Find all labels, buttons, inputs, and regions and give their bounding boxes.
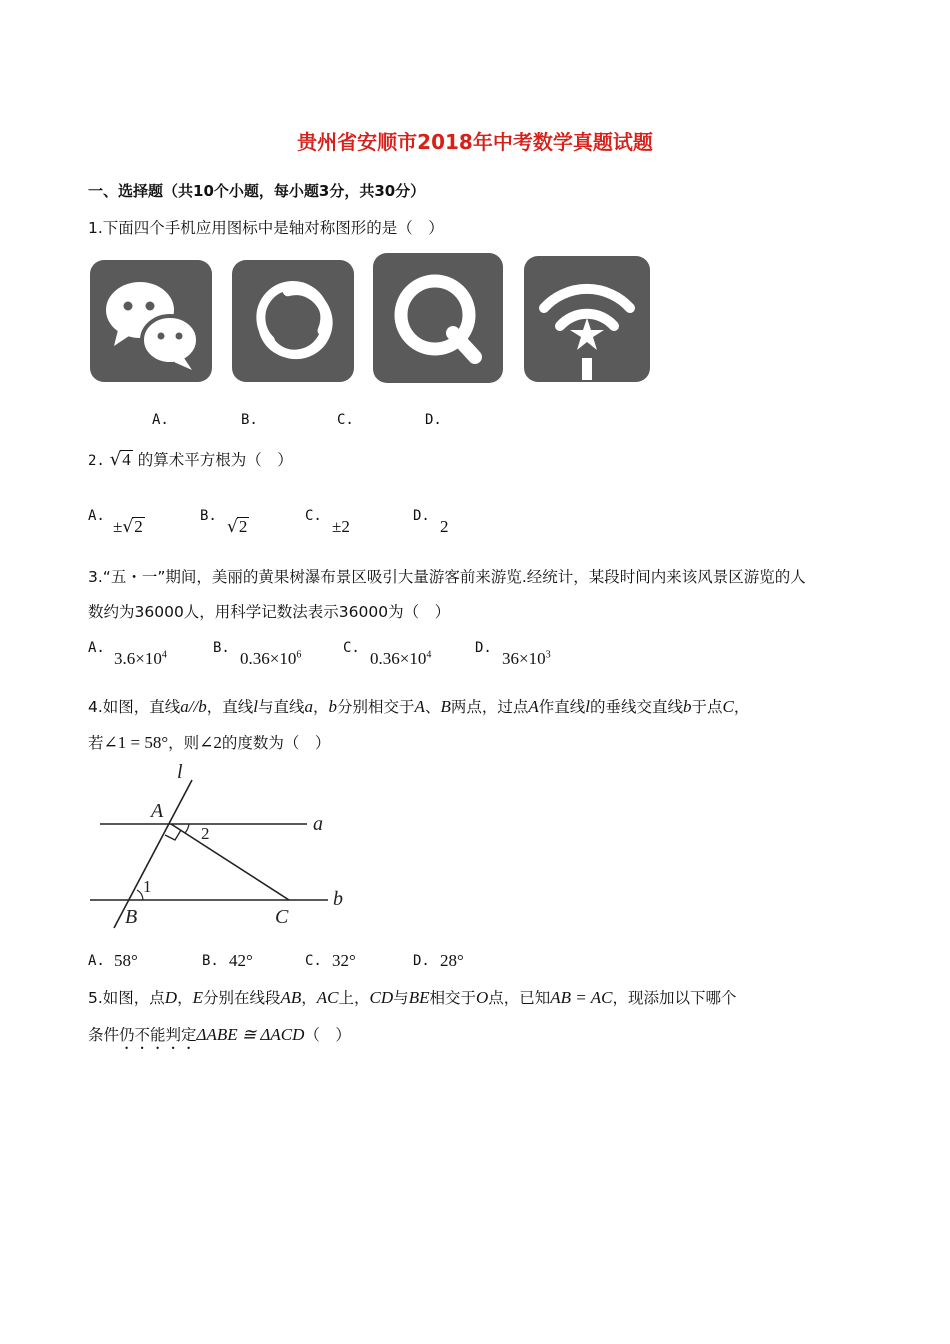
q4-option-a-value: 58°: [114, 951, 138, 970]
q2-option-d-label: D.: [413, 508, 430, 524]
q1-option-c: C.: [337, 412, 354, 428]
q3-option-b-value: $0.36\times 10^6$: [240, 649, 302, 668]
label-b: b: [333, 888, 343, 910]
q2-option-b-value: √2: [227, 517, 248, 537]
label-1: 1: [143, 877, 152, 896]
q4-option-c-label: C.: [305, 953, 322, 969]
swirl-icon: [232, 260, 354, 382]
q4-option-b-value: 42°: [229, 951, 253, 970]
q3-line1: 3.“五・一”期间，美丽的黄果树瀑布景区吸引大量游客前来游览.经统计，某段时间内来该风景区游览的人: [88, 568, 806, 586]
q2-option-a-label: A.: [88, 508, 105, 524]
wechat-icon: [90, 260, 212, 382]
page-title: 贵州省安顺市2018年中考数学真题试题: [297, 130, 653, 154]
q4-line1: 4.如图，直线a//b，直线l与直线a，b分别相交于A、B两点，过点A作直线l的垂线交直线b于点C，: [88, 697, 750, 716]
q3-line2: 数约为36000人，用科学记数法表示36000为（ ）: [88, 603, 451, 621]
section-heading: 一、选择题（共10个小题，每小题3分，共30分）: [88, 182, 426, 200]
q1-option-a: A.: [152, 412, 169, 428]
q3-option-c-label: C.: [343, 640, 360, 656]
search-q-icon: [373, 253, 503, 383]
q3-option-d-value: $36\times 10^3$: [502, 649, 551, 668]
label-C: C: [275, 906, 289, 928]
q2-option-a-value: ±√2: [113, 517, 143, 537]
q5-line2: 条件仍不能判定ΔABE ≅ ΔACD（ ）: [88, 1025, 351, 1044]
q3-option-c-value: $0.36\times 10^4$: [370, 649, 432, 668]
q2-option-c-value: ±2: [332, 517, 350, 536]
q4-line2: 若∠1 = 58°，则∠2的度数为（ ）: [88, 733, 331, 752]
q3-option-a-value: $3.6\times 10^4$: [114, 649, 167, 668]
label-a: a: [313, 813, 323, 835]
angle-2-arc: [185, 824, 189, 833]
q5-line1: 5.如图，点D，E分别在线段AB，AC上，CD与BE相交于O点，已知AB = AC，现添加以下哪个: [88, 988, 737, 1007]
label-2: 2: [201, 824, 210, 843]
wifi-star-icon: [524, 256, 650, 382]
q1-option-d: D.: [425, 412, 442, 428]
q2-option-d-value: 2: [440, 517, 449, 536]
q4-option-b-label: B.: [202, 953, 219, 969]
q4-option-a-label: A.: [88, 953, 105, 969]
q3-option-b-label: B.: [213, 640, 230, 656]
q2-option-c-label: C.: [305, 508, 322, 524]
q3-option-a-label: A.: [88, 640, 105, 656]
q1-stem: 1.下面四个手机应用图标中是轴对称图形的是（ ）: [88, 219, 444, 237]
emphasis-dotted-text: 仍不能判定: [119, 1026, 197, 1044]
q4-geometry-figure: [85, 760, 360, 935]
q1-option-b: B.: [241, 412, 258, 428]
q3-option-d-label: D.: [475, 640, 492, 656]
right-angle-mark: [165, 830, 181, 840]
q2-stem: 2. √4 的算术平方根为（ ）: [88, 449, 293, 470]
q2-radicand: 4: [122, 450, 131, 469]
q2-option-b-label: B.: [200, 508, 217, 524]
label-l: l: [177, 761, 183, 783]
q4-option-d-label: D.: [413, 953, 430, 969]
perpendicular-ac: [171, 824, 289, 900]
q4-option-c-value: 32°: [332, 951, 356, 970]
label-B: B: [125, 906, 138, 928]
q4-option-d-value: 28°: [440, 951, 464, 970]
label-A: A: [151, 800, 164, 822]
